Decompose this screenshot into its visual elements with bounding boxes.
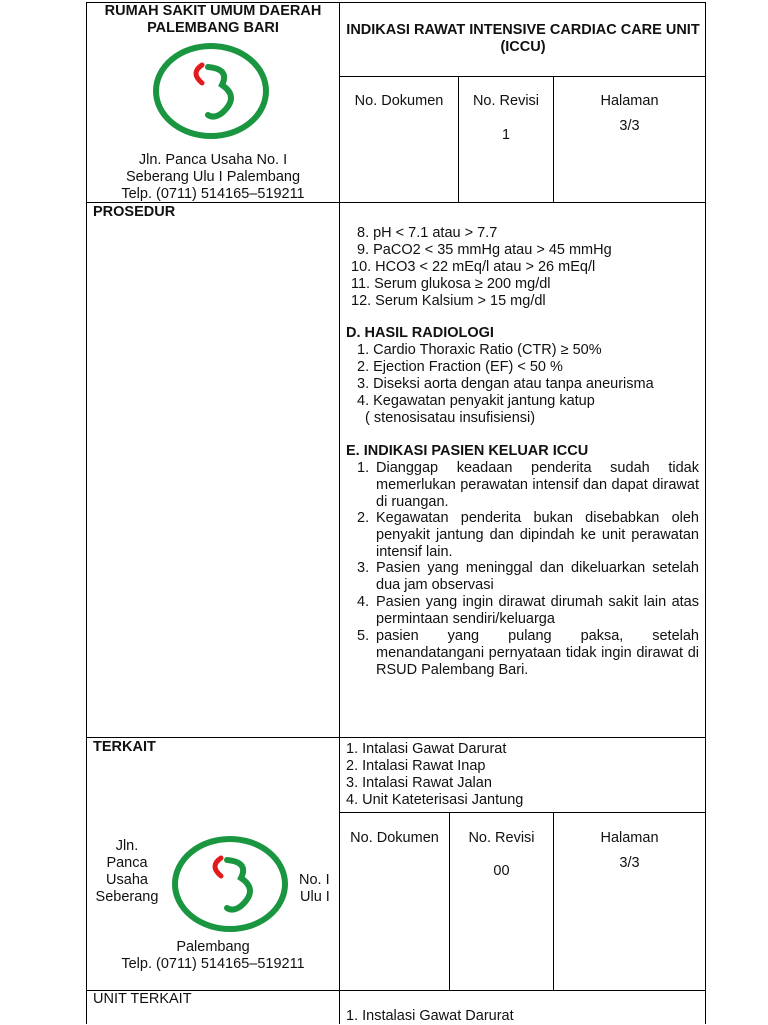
address-fragment: Jln. xyxy=(115,838,139,854)
footer-page-label: Halaman xyxy=(600,830,659,846)
procedure-bottom-line xyxy=(86,737,706,738)
document-title: INDIKASI RAWAT INTENSIVE CARDIAC CARE UNIT (ICCU) xyxy=(346,22,700,55)
lab-item: 8. pH < 7.1 atau > 7.7 xyxy=(357,225,498,241)
section-d-title: D. HASIL RADIOLOGI xyxy=(346,325,494,341)
procedure-label: PROSEDUR xyxy=(93,204,176,220)
discharge-list xyxy=(357,460,699,678)
related-item: 3. Intalasi Rawat Jalan xyxy=(346,775,492,791)
logo-ring xyxy=(175,839,285,929)
lab-criteria-list xyxy=(351,225,612,310)
doc-number-label: No. Dokumen xyxy=(354,93,444,109)
discharge-item-text: Kegawatan penderita bukan disebabkan oleh penyakit jantung dan dipindah ke unit perawatan intensif lain. xyxy=(376,510,699,560)
title-row-divider xyxy=(339,76,705,77)
hospital-name: RUMAH SAKIT UMUM DAERAH PALEMBANG BARI xyxy=(104,3,322,36)
discharge-item-text: Dianggap keadaan penderita sudah tidak memerlukan perawatan intensif dan dapat dirawat di ruangan. xyxy=(376,460,699,510)
table-border-right xyxy=(705,2,706,1024)
radiology-item: 1. Cardio Thoraxic Ratio (CTR) ≥ 50% xyxy=(357,342,602,358)
column-divider xyxy=(339,2,340,1024)
section-e-title: E. INDIKASI PASIEN KELUAR ICCU xyxy=(346,443,589,459)
discharge-item-number: 1. xyxy=(357,460,370,476)
page-label: Halaman xyxy=(600,93,659,109)
related-item: 2. Intalasi Rawat Inap xyxy=(346,758,486,774)
related-list xyxy=(346,741,523,809)
footer-city: Palembang xyxy=(176,939,250,955)
discharge-item xyxy=(357,594,699,628)
hospital-logo-small xyxy=(171,836,289,932)
address-fragment: Ulu I xyxy=(300,889,330,905)
related-item: 4. Unit Kateterisasi Jantung xyxy=(346,792,524,808)
address-fragment: Seberang xyxy=(95,889,159,905)
address-fragment: Panca xyxy=(106,855,148,871)
logo-left-swoosh xyxy=(196,65,202,83)
footer-address-right xyxy=(294,872,338,906)
discharge-item-text: pasien yang pulang paksa, setelah menandatangani pernyataan tidak ingin dirawat di RSUD Palembang Bari. xyxy=(376,628,699,678)
radiology-item: ( stenosisatau insufisiensi) xyxy=(357,410,536,426)
lab-item: 12. Serum Kalsium > 15 mg/dl xyxy=(351,293,546,309)
footer-address-left xyxy=(90,838,164,906)
revision-value: 1 xyxy=(501,127,511,143)
footer-phone: Telp. (0711) 514165–519211 xyxy=(121,956,305,972)
discharge-item-number: 4. xyxy=(357,594,370,610)
logo-right-three xyxy=(227,860,250,910)
lab-item: 9. PaCO2 < 35 mmHg atau > 45 mmHg xyxy=(357,242,612,258)
unit-related-item: 1. Instalasi Gawat Darurat xyxy=(346,1008,514,1024)
discharge-item xyxy=(357,628,699,678)
radiology-item: 2. Ejection Fraction (EF) < 50 % xyxy=(357,359,563,375)
related-item: 1. Intalasi Gawat Darurat xyxy=(346,741,507,757)
address-line2: Seberang Ulu I Palembang xyxy=(125,169,301,185)
footer-doc-number-label: No. Dokumen xyxy=(350,830,439,846)
footer-revision-value: 00 xyxy=(493,863,510,879)
logo-ring xyxy=(156,46,266,136)
discharge-item xyxy=(357,510,699,560)
radiology-list xyxy=(357,342,654,427)
footer-page-value: 3/3 xyxy=(619,855,640,871)
related-bottom-line xyxy=(339,812,705,813)
discharge-item xyxy=(357,560,699,594)
discharge-item-text: Pasien yang ingin dirawat dirumah sakit lain atas permintaan sendiri/keluarga xyxy=(376,594,699,627)
logo-right-three xyxy=(208,67,231,117)
address-fragment: Usaha xyxy=(106,872,148,888)
related-label: TERKAIT xyxy=(93,739,156,755)
discharge-item-number: 5. xyxy=(357,628,370,644)
address-fragment: No. I xyxy=(299,872,330,888)
address-line1: Jln. Panca Usaha No. I xyxy=(138,152,288,168)
discharge-item-text: Pasien yang meninggal dan dikeluarkan setelah dua jam observasi xyxy=(376,560,699,593)
hospital-phone: Telp. (0711) 514165–519211 xyxy=(121,186,305,202)
lab-item: 11. Serum glukosa ≥ 200 mg/dl xyxy=(351,276,551,292)
lab-item: 10. HCO3 < 22 mEq/l atau > 26 mEq/l xyxy=(351,259,596,275)
hospital-logo xyxy=(152,43,270,139)
discharge-item xyxy=(357,460,699,510)
discharge-item-number: 3. xyxy=(357,560,370,576)
radiology-item: 4. Kegawatan penyakit jantung katup xyxy=(357,393,595,409)
table-border-left xyxy=(86,2,87,1024)
revision-label: No. Revisi xyxy=(472,93,540,109)
logo-left-swoosh xyxy=(215,858,221,876)
unit-related-label: UNIT TERKAIT xyxy=(93,991,192,1007)
radiology-item: 3. Diseksi aorta dengan atau tanpa aneurisma xyxy=(357,376,654,392)
footer-revision-label: No. Revisi xyxy=(468,830,535,846)
page-value: 3/3 xyxy=(619,118,640,134)
discharge-item-number: 2. xyxy=(357,510,370,526)
